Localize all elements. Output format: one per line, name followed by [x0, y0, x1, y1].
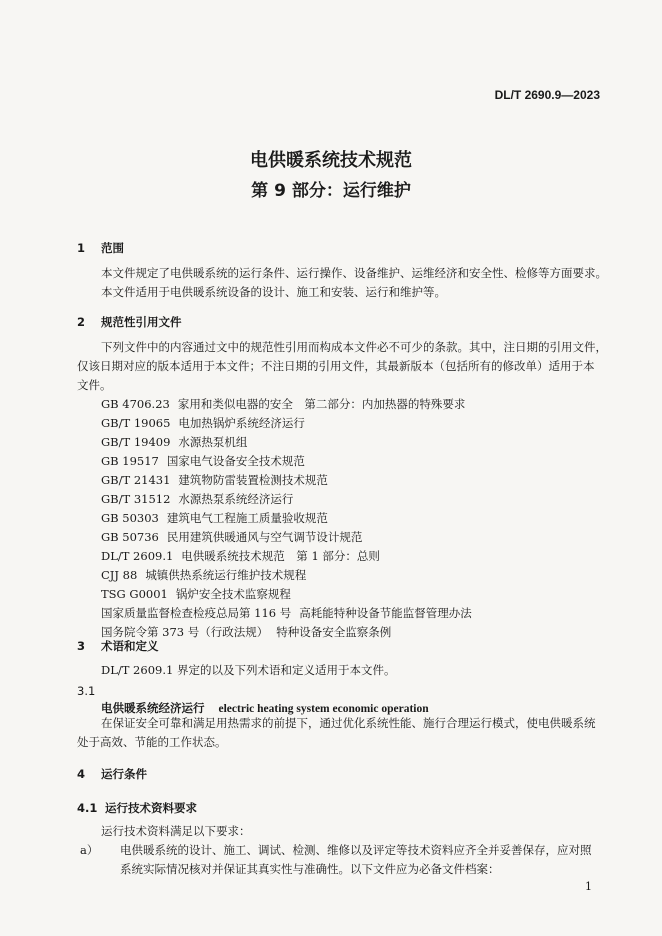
reference-code: 国家质量监督检查检疫总局第 116 号	[101, 606, 292, 620]
reference-code: GB/T 19409	[101, 435, 171, 449]
reference-code: GB/T 21431	[101, 473, 171, 487]
reference-item	[101, 567, 306, 583]
section-title: 范围	[101, 241, 124, 255]
reference-title: 水源热泵机组	[178, 435, 248, 449]
section-number: 3	[77, 639, 86, 653]
reference-code: GB/T 31512	[101, 492, 171, 506]
reference-code: GB 4706.23	[101, 397, 170, 411]
term-chinese: 电供暖系统经济运行	[101, 701, 205, 715]
section-2-intro-line-2: 仅该日期对应的版本适用于本文件；不注日期的引用文件，其最新版本（包括所有的修改单）适用于本	[77, 359, 595, 373]
section-3-heading	[77, 638, 159, 654]
list-item-a-line-2: 系统实际情况核对并保证其真实性与准确性。以下文件应为必备文件档案：	[120, 862, 500, 876]
term-definition-line-1: 在保证安全可靠和满足用热需求的前提下，通过优化系统性能、施行合理运行模式，使电供暖系统	[101, 716, 596, 730]
reference-title: 建筑电气工程施工质量验收规范	[166, 511, 328, 525]
reference-code: TSG G0001	[101, 587, 168, 601]
reference-title: 锅炉安全技术监察规程	[175, 587, 291, 601]
reference-item	[101, 548, 380, 564]
subsection-number: 4.1	[77, 801, 98, 815]
section-title: 运行条件	[101, 767, 147, 781]
reference-title: 电加热锅炉系统经济运行	[178, 416, 305, 430]
section-title: 规范性引用文件	[101, 315, 182, 329]
section-1-paragraph-1: 本文件规定了电供暖系统的运行条件、运行操作、设备维护、运维经济和安全性、检修等方面要求。	[101, 266, 607, 280]
reference-item	[101, 510, 328, 526]
reference-title: 民用建筑供暖通风与空气调节设计规范	[166, 530, 363, 544]
section-2-intro-line-1: 下列文件中的内容通过文中的规范性引用而构成本文件必不可少的条款。其中，注日期的引用文件，	[101, 340, 607, 354]
reference-title: 国家电气设备安全技术规范	[166, 454, 305, 468]
reference-code: CJJ 88	[101, 568, 138, 582]
term-english: electric heating system economic operation	[218, 703, 429, 715]
page-number: 1	[585, 880, 592, 893]
reference-item	[101, 415, 305, 431]
reference-title: 高耗能特种设备节能监督管理办法	[299, 606, 472, 620]
subsection-4-1-heading	[77, 800, 197, 816]
reference-title: 水源热泵系统经济运行	[178, 492, 294, 506]
section-number: 1	[77, 241, 86, 255]
section-2-heading	[77, 314, 182, 330]
standard-number: DL/T 2690.9—2023	[494, 88, 600, 102]
reference-item	[101, 605, 472, 621]
reference-item	[101, 586, 291, 602]
section-number: 2	[77, 315, 86, 329]
reference-item	[101, 453, 305, 469]
subsection-title: 运行技术资料要求	[105, 801, 197, 815]
reference-item	[101, 491, 293, 507]
list-item-a-label: a）	[80, 843, 99, 857]
section-1-paragraph-2: 本文件适用于电供暖系统设备的设计、施工和安装、运行和维护等。	[101, 285, 446, 299]
section-title: 术语和定义	[101, 639, 159, 653]
document-subtitle: 第 9 部分：运行维护	[251, 181, 411, 201]
reference-item	[101, 529, 362, 545]
section-number: 4	[77, 767, 86, 781]
reference-item	[101, 434, 247, 450]
reference-title: 建筑物防雷装置检测技术规范	[178, 473, 328, 487]
reference-code: 国务院令第 373 号（行政法规）	[101, 625, 269, 639]
document-title: 电供暖系统技术规范	[250, 150, 412, 171]
reference-title: 家用和类似电器的安全 第二部分：内加热器的特殊要求	[177, 397, 466, 411]
term-definition-line-2: 处于高效、节能的工作状态。	[77, 735, 227, 749]
subsection-4-1-intro: 运行技术资料满足以下要求：	[101, 824, 251, 838]
reference-title: 电供暖系统技术规范 第 1 部分：总则	[181, 549, 380, 563]
reference-code: GB 19517	[101, 454, 159, 468]
reference-item	[101, 396, 465, 412]
term-number: 3.1	[77, 684, 96, 698]
section-2-intro-line-3: 文件。	[77, 378, 112, 392]
section-3-intro: DL/T 2609.1 界定的以及下列术语和定义适用于本文件。	[101, 663, 396, 677]
section-4-heading	[77, 766, 147, 782]
section-1-heading	[77, 240, 124, 256]
reference-title: 特种设备安全监察条例	[276, 625, 392, 639]
reference-title: 城镇供热系统运行维护技术规程	[145, 568, 307, 582]
reference-item	[101, 472, 328, 488]
reference-code: DL/T 2609.1	[101, 549, 174, 563]
reference-code: GB 50303	[101, 511, 159, 525]
reference-code: GB/T 19065	[101, 416, 171, 430]
reference-code: GB 50736	[101, 530, 159, 544]
list-item-a-line-1: 电供暖系统的设计、施工、调试、检测、维修以及评定等技术资料应齐全并妥善保存，应对照	[120, 843, 592, 857]
